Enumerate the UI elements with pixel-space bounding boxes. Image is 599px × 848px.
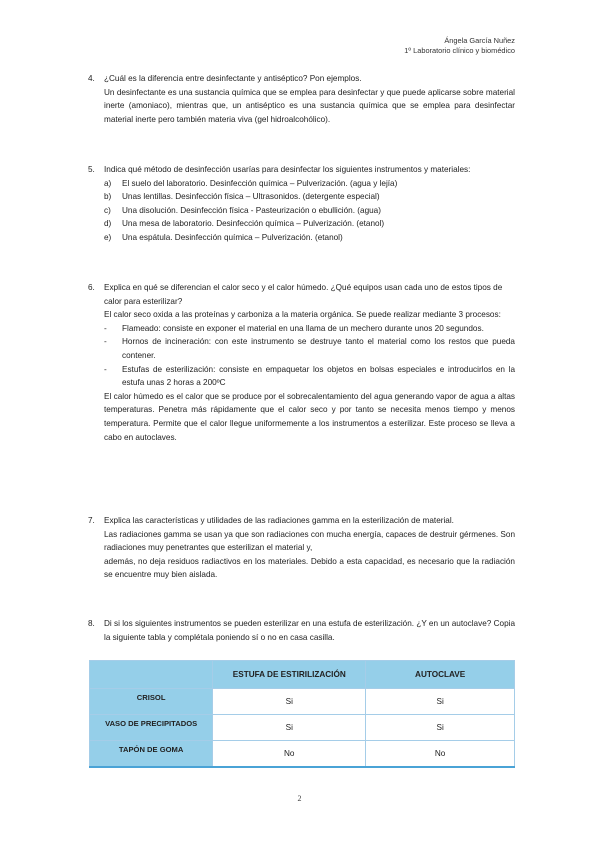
question-8	[88, 617, 515, 644]
list-item	[104, 231, 515, 245]
question-6	[88, 281, 515, 444]
cell-estufa: No	[213, 741, 366, 768]
item-text: Una disolución. Desinfección física - Pasteurización o ebullición. (agua)	[122, 205, 381, 215]
bullet-text: Estufas de esterilización: consiste en empaquetar los objetos en bolsas especiales e introducirlos en la estufa unas 2 horas a 200ºC	[122, 364, 515, 388]
bullet-text: Hornos de incineración: con este instrumento se destruye tanto el material como los restos que pueda contener.	[122, 337, 515, 360]
item-label: a)	[104, 178, 112, 188]
bullet-mark: -	[104, 337, 107, 347]
question-number: 5.	[88, 165, 95, 174]
question-number: 7.	[88, 516, 95, 525]
list-item	[104, 190, 515, 204]
question-number: 4.	[88, 74, 95, 83]
table-header-empty	[90, 661, 213, 689]
question-text: Explica en qué se diferencian el calor seco y el calor húmedo. ¿Qué equipos usan cada uno de estos tipos de calor para esterilizar?	[104, 283, 503, 306]
question-text: Indica qué método de desinfección usarías para desinfectar los siguientes instrumentos y materiales:	[104, 165, 471, 174]
question-text: Explica las características y utilidades de las radiaciones gamma en la esterilización de material.	[104, 516, 454, 525]
question-text: ¿Cuál es la diferencia entre desinfectante y antiséptico? Pon ejemplos.	[104, 74, 362, 83]
answer-text: Las radiaciones gamma se usan ya que son radiaciones con mucha energía, capaces de destruir gérmenes. Son radiaciones muy penetrantes que esterilizan el material y,	[104, 529, 515, 553]
question-number: 8.	[88, 619, 95, 628]
cell-autoclave: No	[366, 741, 515, 768]
bullet-item	[88, 335, 515, 362]
row-label: CRISOL	[90, 689, 213, 715]
item-text: Una mesa de laboratorio. Desinfección química – Pulverización. (etanol)	[122, 219, 385, 229]
question-text: Di si los siguientes instrumentos se pueden esterilizar en una estufa de esterilización. ¿Y en un autoclave? Copia la siguiente tabla y complétala poniendo sí o no en casa casilla.	[104, 619, 515, 642]
bullet-item	[88, 322, 515, 336]
item-text: El suelo del laboratorio. Desinfección química – Pulverización. (agua y lejía)	[122, 178, 398, 188]
answer-text: Un desinfectante es una sustancia química que se emplea para desinfectar y que puede aplicarse sobre material inerte (amoniaco), mientras que, un antiséptico es una sustancia química que se emplea para desinfectar material inerte pero también materia viva (gel hidroalcohólico).	[104, 87, 515, 124]
cell-estufa: Si	[213, 689, 366, 715]
table-row	[90, 715, 515, 741]
bullet-mark: -	[104, 364, 107, 374]
item-label: b)	[104, 192, 112, 202]
sterilization-table	[89, 660, 515, 768]
row-label: TAPÓN DE GOMA	[90, 741, 213, 768]
page-number: 2	[297, 794, 302, 803]
question-5	[88, 163, 515, 245]
cell-autoclave: Si	[366, 715, 515, 741]
row-label: VASO DE PRECIPITADOS	[90, 715, 213, 741]
item-label: d)	[104, 219, 112, 229]
answer-intro: El calor seco oxida a las proteínas y carboniza a la materia orgánica. Se puede realizar mediante 3 procesos:	[104, 310, 501, 320]
header-author: Ángela García Nuñez	[444, 36, 515, 45]
table-header-estufa: ESTUFA DE ESTIRILIZACIÓN	[213, 661, 366, 689]
header-course: 1º Laboratorio clínico y biomédico	[404, 46, 515, 55]
list-item	[104, 217, 515, 231]
table-row	[90, 741, 515, 768]
cell-estufa: Si	[213, 715, 366, 741]
cell-autoclave: Si	[366, 689, 515, 715]
list-item	[104, 204, 515, 218]
list-item	[104, 177, 515, 191]
table-header-row	[90, 661, 515, 689]
item-label: e)	[104, 232, 112, 242]
table-header-autoclave: AUTOCLAVE	[366, 661, 515, 689]
bullet-item	[88, 363, 515, 390]
bullet-text: Flameado: consiste en exponer el material en una llama de un mechero durante unos 20 segundos.	[122, 323, 484, 333]
bullet-mark: -	[104, 323, 107, 333]
page-header	[404, 36, 515, 56]
item-label: c)	[104, 205, 111, 215]
question-7	[88, 514, 515, 582]
answer-humid: El calor húmedo es el calor que se produce por el sobrecalentamiento del agua generando vapor de agua a altas temperaturas. Penetra más rápidamente que el calor seco y por tanto se necesita menos tiempo y menos temperatura. Permite que el calor llegue uniformemente a los instrumentos a esterilizar. Este proceso se lleva a cabo en autoclaves.	[104, 391, 515, 442]
question-4	[88, 72, 515, 126]
table-row	[90, 689, 515, 715]
item-text: Unas lentillas. Desinfección física – Ultrasonidos. (detergente especial)	[122, 192, 380, 202]
item-text: Una espátula. Desinfección química – Pulverización. (etanol)	[122, 232, 343, 242]
question-number: 6.	[88, 283, 95, 292]
answer-text-continued: además, no deja residuos radiactivos en los materiales. Debido a esta capacidad, es necesario que la radiación se encuentre muy bien aislada.	[104, 556, 515, 580]
